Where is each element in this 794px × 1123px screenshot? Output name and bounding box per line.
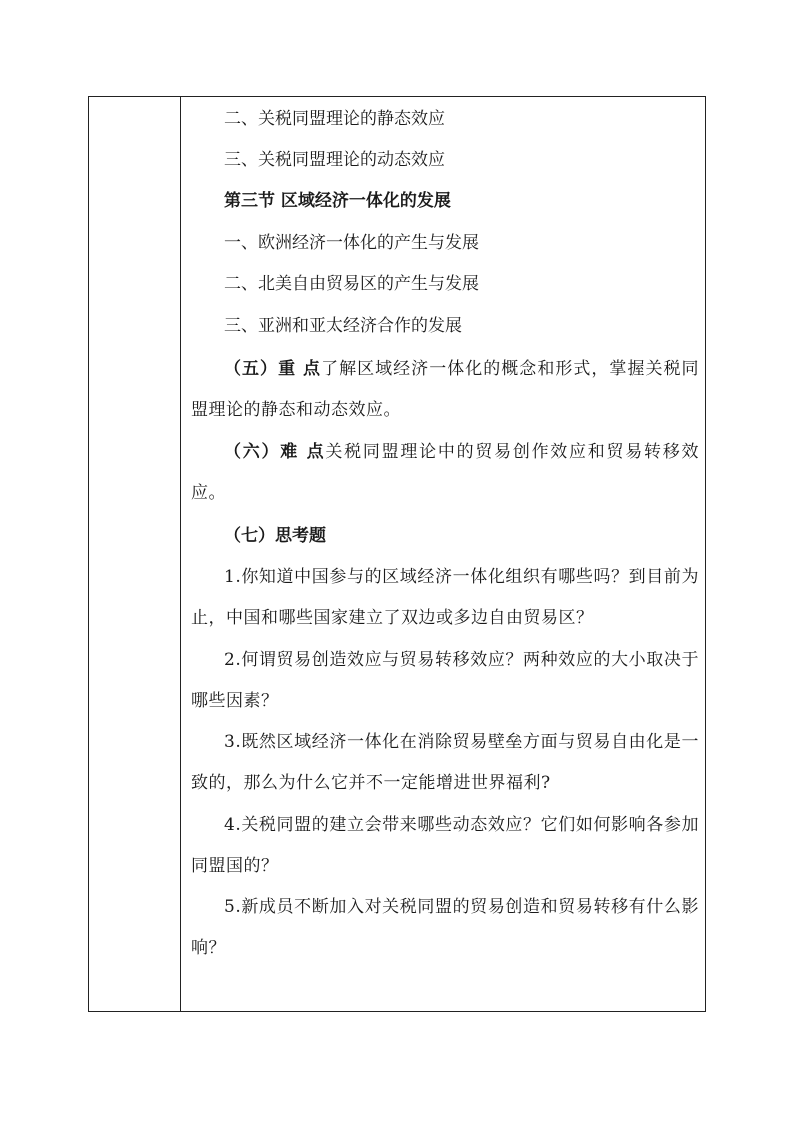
question-item: 2.何谓贸易创造效应与贸易转移效应？两种效应的大小取决于哪些因素？ — [191, 650, 699, 711]
difficulties-label: （六）难 点 — [224, 442, 326, 462]
questions-heading: （七）思考题 — [224, 526, 326, 546]
outline-item-3-3: 三、亚洲和亚太经济合作的发展 — [224, 316, 462, 336]
outline-item-3-1: 一、欧洲经济一体化的产生与发展 — [224, 233, 479, 253]
key-points-paragraph — [191, 349, 699, 431]
outline-item-2-2: 二、关税同盟理论的静态效应 — [224, 109, 445, 129]
section-3-title: 第三节 区域经济一体化的发展 — [224, 191, 451, 211]
table-left-column — [89, 97, 181, 1011]
question-item: 5.新成员不断加入对关税同盟的贸易创造和贸易转移有什么影响？ — [191, 897, 699, 958]
difficulties-paragraph — [191, 432, 699, 514]
outline-item-2-3: 三、关税同盟理论的动态效应 — [224, 150, 445, 170]
key-points-label: （五）重 点 — [224, 359, 322, 379]
table-right-column — [182, 97, 705, 1011]
question-item: 1.你知道中国参与的区域经济一体化组织有哪些吗？到目前为止，中国和哪些国家建立了双边或多边自由贸易区？ — [191, 567, 699, 628]
question-item: 4.关税同盟的建立会带来哪些动态效应？它们如何影响各参加同盟国的？ — [191, 815, 699, 876]
content-table — [88, 96, 706, 1012]
question-item: 3.既然区域经济一体化在消除贸易壁垒方面与贸易自由化是一致的，那么为什么它并不一定能增进世界福利? — [191, 732, 699, 793]
difficulties-text: 关税同盟理论中的贸易创作效应和贸易转移效应。 — [191, 442, 700, 503]
outline-item-3-2: 二、北美自由贸易区的产生与发展 — [224, 274, 479, 294]
key-points-text: 了解区域经济一体化的概念和形式，掌握关税同盟理论的静态和动态效应。 — [191, 359, 700, 420]
